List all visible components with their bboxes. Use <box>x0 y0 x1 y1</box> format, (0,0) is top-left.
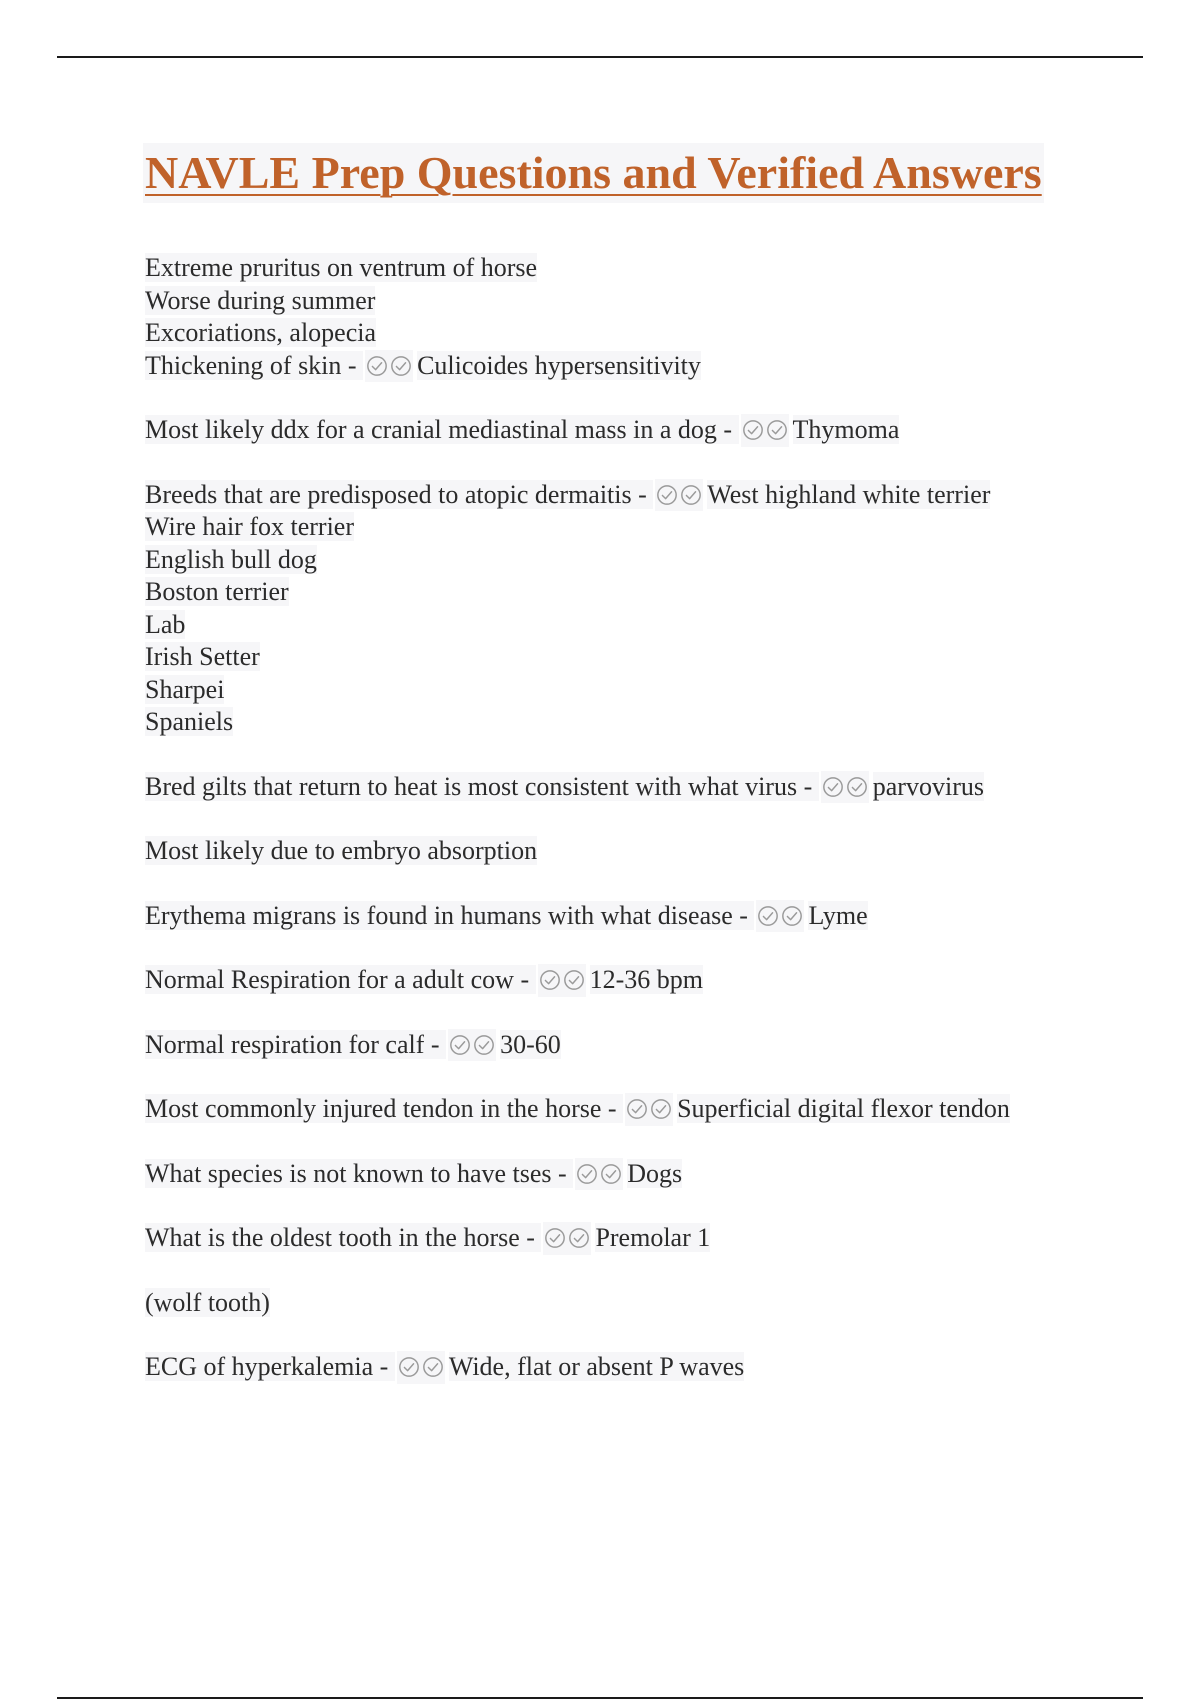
qa-item <box>145 1158 1085 1191</box>
answer-text: Culicoides hypersensitivity <box>417 350 701 380</box>
qa-separator: - <box>519 1223 542 1252</box>
answer-text: Superficial digital flexor tendon <box>677 1094 1010 1123</box>
qa-separator: - <box>732 900 755 930</box>
qa-separator: - <box>424 1029 447 1059</box>
qa-item <box>145 964 1085 997</box>
qa-item <box>145 1093 1085 1126</box>
double-check-circle-icon <box>543 1222 591 1255</box>
check-circle-icon <box>563 969 585 991</box>
qa-item <box>145 835 1085 868</box>
question-text: Normal respiration for calf <box>145 1029 425 1059</box>
question-text: Bred gilts that return to heat is most consistent with what virus <box>145 771 798 801</box>
qa-separator: - <box>631 479 654 509</box>
answer-text: Thymoma <box>792 415 900 444</box>
document-title: NAVLE Prep Questions and Verified Answers <box>145 147 1042 198</box>
qa-item <box>145 252 1085 382</box>
check-circle-icon <box>757 905 779 927</box>
question-text: What is the oldest tooth in the horse <box>145 1223 520 1252</box>
double-check-circle-icon <box>741 414 789 447</box>
answer-text: Wide, flat or absent P waves <box>448 1352 745 1381</box>
qa-item <box>145 1029 1085 1062</box>
check-circle-icon <box>656 484 678 506</box>
question-text: Worse during summer <box>145 285 376 315</box>
qa-separator: - <box>797 771 819 801</box>
qa-item <box>145 1351 1085 1384</box>
check-circle-icon <box>366 355 388 377</box>
bottom-rule <box>57 1697 1143 1699</box>
check-circle-icon <box>449 1034 471 1056</box>
qa-separator: - <box>513 965 536 994</box>
question-text: Normal Respiration for a adult cow <box>145 965 514 994</box>
check-circle-icon <box>539 969 561 991</box>
check-circle-icon <box>600 1163 622 1185</box>
qa-separator: - <box>373 1352 395 1381</box>
question-text: Extreme pruritus on ventrum of horse <box>145 253 538 282</box>
check-circle-icon <box>390 355 412 377</box>
check-circle-icon <box>766 419 788 441</box>
top-rule <box>57 56 1143 58</box>
answer-text: 12-36 bpm <box>589 965 704 994</box>
answer-text: English bull dog <box>145 544 317 574</box>
double-check-circle-icon <box>397 1351 445 1384</box>
qa-separator: - <box>551 1158 574 1188</box>
double-check-circle-icon <box>625 1093 673 1126</box>
question-text: Breeds that are predisposed to atopic dermaitis <box>145 479 632 509</box>
check-circle-icon <box>398 1356 420 1378</box>
answer-text: Wire hair fox terrier <box>145 512 355 541</box>
question-text: Most commonly injured tendon in the horse <box>145 1094 602 1123</box>
qa-item <box>145 771 1085 804</box>
qa-list <box>145 252 1085 1416</box>
check-circle-icon <box>846 776 868 798</box>
answer-text: Most likely due to embryo absorption <box>145 836 538 865</box>
answer-text: Irish Setter <box>145 642 260 671</box>
question-text: Excoriations, alopecia <box>145 318 377 347</box>
qa-item <box>145 479 1085 739</box>
check-circle-icon <box>781 905 803 927</box>
answer-text: West highland white terrier <box>707 479 991 509</box>
answer-text: parvovirus <box>872 771 984 801</box>
answer-text: (wolf tooth) <box>145 1287 270 1317</box>
qa-item <box>145 900 1085 933</box>
qa-item <box>145 1287 1085 1320</box>
answer-text: Sharpei <box>145 674 225 704</box>
question-text: Most likely ddx for a cranial mediastinal mass in a dog <box>145 415 717 444</box>
answer-text: Spaniels <box>145 707 234 736</box>
answer-text: Lab <box>145 609 186 639</box>
qa-separator: - <box>716 415 739 444</box>
title-block <box>143 143 1044 203</box>
double-check-circle-icon <box>365 350 413 383</box>
answer-text: Lyme <box>808 900 868 930</box>
check-circle-icon <box>473 1034 495 1056</box>
check-circle-icon <box>626 1098 648 1120</box>
check-circle-icon <box>576 1163 598 1185</box>
answer-text: Boston terrier <box>145 577 289 606</box>
double-check-circle-icon <box>538 964 586 997</box>
check-circle-icon <box>650 1098 672 1120</box>
question-text: Thickening of skin <box>145 350 342 380</box>
qa-item <box>145 1222 1085 1255</box>
double-check-circle-icon <box>756 900 804 933</box>
answer-text: Dogs <box>627 1158 683 1188</box>
answer-text: 30-60 <box>500 1029 561 1059</box>
check-circle-icon <box>742 419 764 441</box>
double-check-circle-icon <box>821 771 869 804</box>
question-text: ECG of hyperkalemia <box>145 1352 374 1381</box>
double-check-circle-icon <box>655 479 703 512</box>
answer-text: Premolar 1 <box>595 1223 711 1252</box>
qa-item <box>145 414 1085 447</box>
question-text: What species is not known to have tses <box>145 1158 552 1188</box>
check-circle-icon <box>568 1227 590 1249</box>
qa-separator: - <box>601 1094 624 1123</box>
check-circle-icon <box>680 484 702 506</box>
question-text: Erythema migrans is found in humans with what disease <box>145 900 733 930</box>
check-circle-icon <box>422 1356 444 1378</box>
qa-separator: - <box>341 350 364 380</box>
check-circle-icon <box>544 1227 566 1249</box>
check-circle-icon <box>822 776 844 798</box>
double-check-circle-icon <box>448 1029 496 1062</box>
double-check-circle-icon <box>575 1158 623 1191</box>
